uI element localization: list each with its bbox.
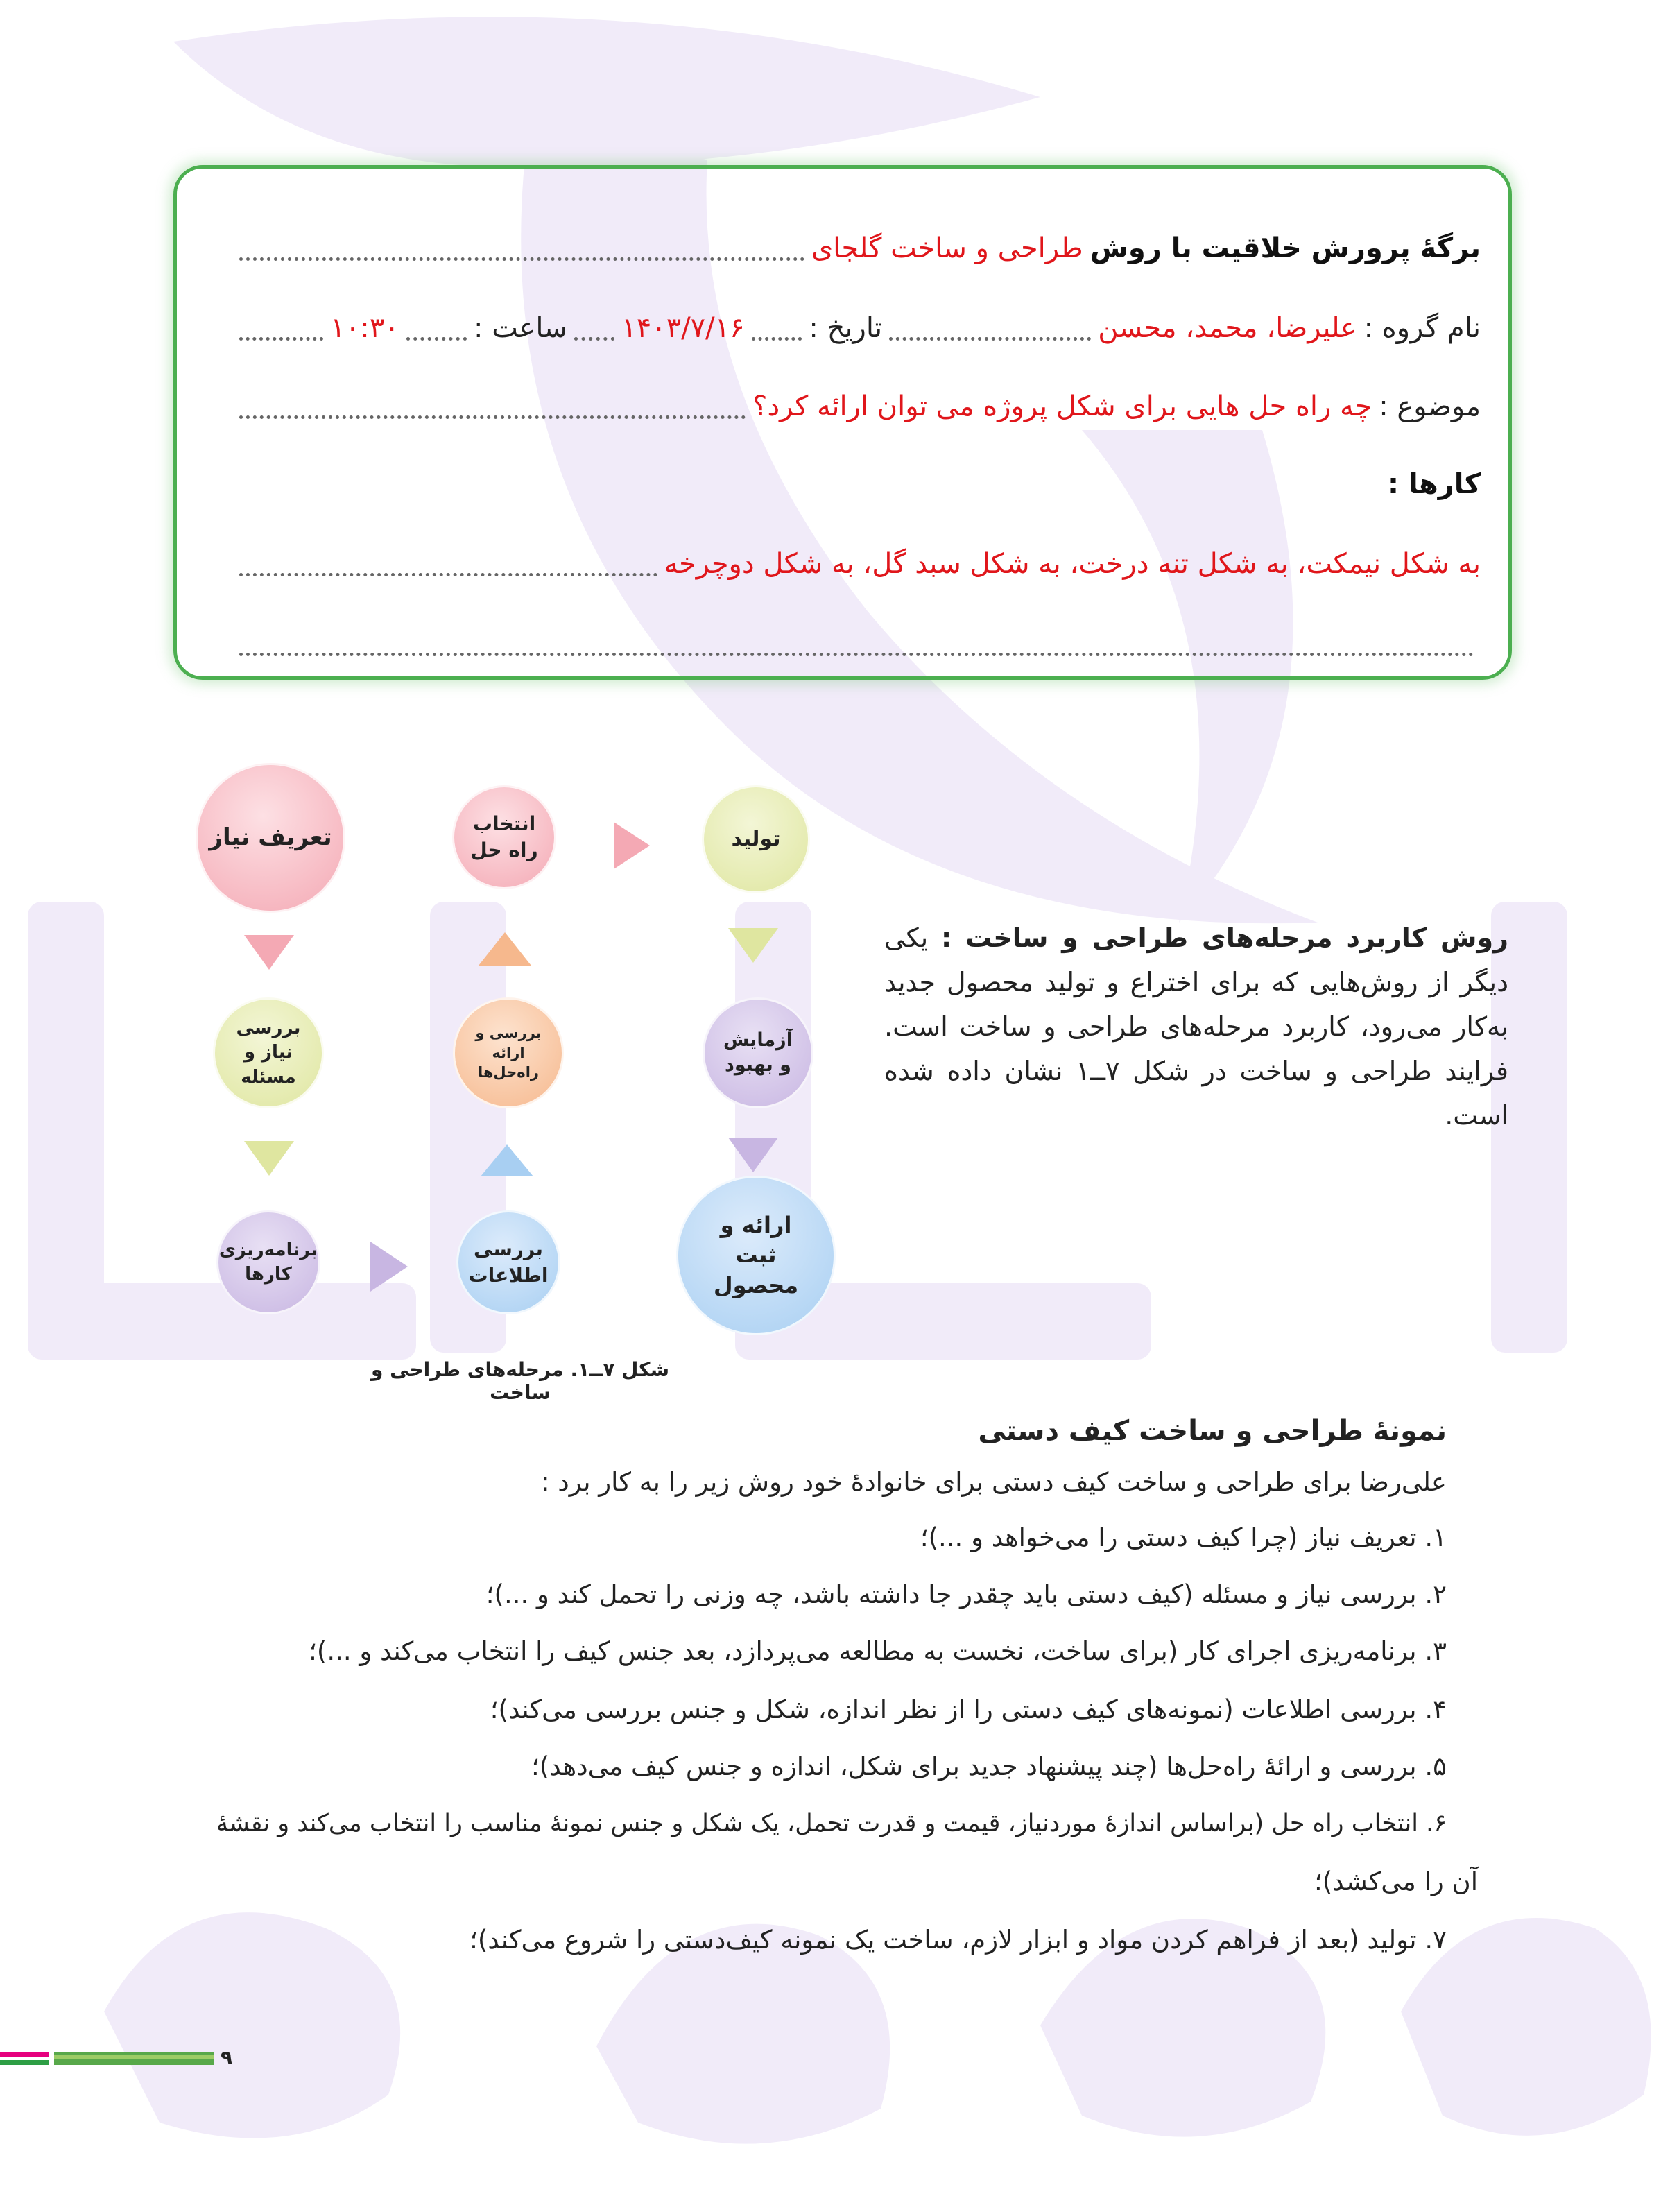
example-heading: نمونهٔ طراحی و ساخت کیف دستی [978,1415,1447,1447]
worksheet-box [173,165,1512,680]
list-item: ۴. بررسی اطلاعات (نمونه‌های کیف دستی را از نظر اندازه، شکل و جنس بررسی می‌کند)؛ [490,1695,1447,1724]
dotted-fill [239,552,657,576]
node-review-info: بررسی اطلاعات [456,1210,560,1314]
list-item: ۱. تعریف نیاز (چرا کیف دستی را می‌خواهد و ...)؛ [920,1523,1447,1552]
topic-label: موضوع : [1379,391,1481,422]
dotted-fill [239,395,746,419]
worksheet-title-value[interactable]: طراحی و ساخت گلجای [811,232,1083,264]
node-present-register: ارائه و ثبت محصول [676,1176,836,1335]
example-intro: علی‌رضا برای طراحی و ساخت کیف دستی برای خانوادهٔ خود روش زیر را به کار برد : [541,1467,1447,1497]
worksheet-title-line [232,228,1481,269]
arrow-down-icon [728,1138,778,1172]
dotted-fill [574,316,614,341]
group-label: نام گروه : [1363,312,1481,344]
list-item: ۲. بررسی نیاز و مسئله (کیف دستی باید چقدر جا داشته باشد، چه وزنی را تحمل کند و ...)؛ [485,1579,1447,1609]
arrow-down-icon [244,935,294,970]
design-process-diagram [187,749,860,1404]
dotted-fill [239,237,804,261]
dotted-fill [239,632,1474,656]
date-value[interactable]: ۱۴۰۳/۷/۱۶ [621,312,745,344]
worksheet-tasks-label-line [232,463,1481,505]
intro-heading: روش کاربرد مرحله‌های طراحی و ساخت : [941,923,1508,953]
arrow-right-icon [370,1242,408,1292]
time-label: ساعت : [474,312,568,344]
arrow-right-icon [614,822,650,869]
intro-text-rest: دیگر از روش‌هایی که برای اختراع و تولید محصول جدید به‌کار می‌رود، کاربرد مرحله‌های طراحی و ساخت است. فرایند طراحی و ساخت در شکل ۷ــ۱ نشان داده شده است. [884,967,1509,1131]
tasks-label: کارها : [1388,468,1481,500]
group-value[interactable]: علیرضا، محمد، محسن [1098,312,1357,344]
intro-paragraph [884,916,1508,1138]
arrow-down-icon [244,1141,294,1176]
intro-text-first: یکی [884,923,929,953]
worksheet-tasks-line [232,543,1481,585]
node-review-need: بررسی نیاز و مسئله [213,997,324,1108]
dotted-fill [406,316,467,341]
dotted-fill [239,316,323,341]
page-footer-bar [0,2046,291,2074]
list-item: ۷. تولید (بعد از فراهم کردن مواد و ابزار لازم، ساخت یک نمونه کیف‌دستی را شروع می‌کند)؛ [470,1925,1447,1955]
arrow-down-icon [728,928,778,963]
date-label: تاریخ : [809,312,883,344]
node-produce: تولید [702,785,810,893]
topic-value[interactable]: چه راه حل هایی برای شکل پروژه می توان ارائه کرد؟ [752,391,1372,422]
node-test-improve: آزمایش و بهبود [703,997,813,1108]
list-item: ۳. برنامه‌ریزی اجرای کار (برای ساخت، نخست به مطالعه می‌پردازد، بعد جنس کیف را انتخاب می‌کند و ...)؛ [309,1636,1447,1666]
time-value[interactable]: ۱۰:۳۰ [330,312,399,344]
worksheet-topic-line [232,386,1481,427]
tasks-value[interactable]: به شکل نیمکت، به شکل تنه درخت، به شکل سبد گل، به شکل دوچرخه [664,548,1481,580]
worksheet-blank-line [232,623,1481,665]
list-item: آن را می‌کشد)؛ [1314,1867,1478,1896]
page-number: ۹ [221,2046,233,2069]
node-define-need: تعریف نیاز [196,763,345,913]
dotted-fill [752,316,802,341]
node-review-solutions: بررسی و ارائه راه‌حل‌ها [453,997,564,1108]
node-select-solution: انتخاب راه حل [452,785,556,889]
dotted-fill [889,316,1091,341]
figure-caption: شکل ۷ــ۱. مرحله‌های طراحی و ساخت [370,1358,669,1404]
node-plan-tasks: برنامه‌ریزی کارها [216,1210,320,1314]
list-item: ۵. بررسی و ارائهٔ راه‌حل‌ها (چند پیشنهاد جدید برای شکل، اندازه و جنس کیف می‌دهد)؛ [531,1751,1447,1781]
worksheet-group-line [232,307,1481,349]
worksheet-title-label: برگهٔ پرورش خلاقیت با روش [1090,232,1481,264]
arrow-up-icon [481,1144,533,1176]
arrow-up-icon [479,932,531,966]
list-item: ۶. انتخاب راه حل (براساس اندازهٔ موردنیاز، قیمت و قدرت تحمل، یک شکل و جنس نمونهٔ مناسب را انتخاب می‌کند و نقشهٔ [216,1810,1447,1837]
